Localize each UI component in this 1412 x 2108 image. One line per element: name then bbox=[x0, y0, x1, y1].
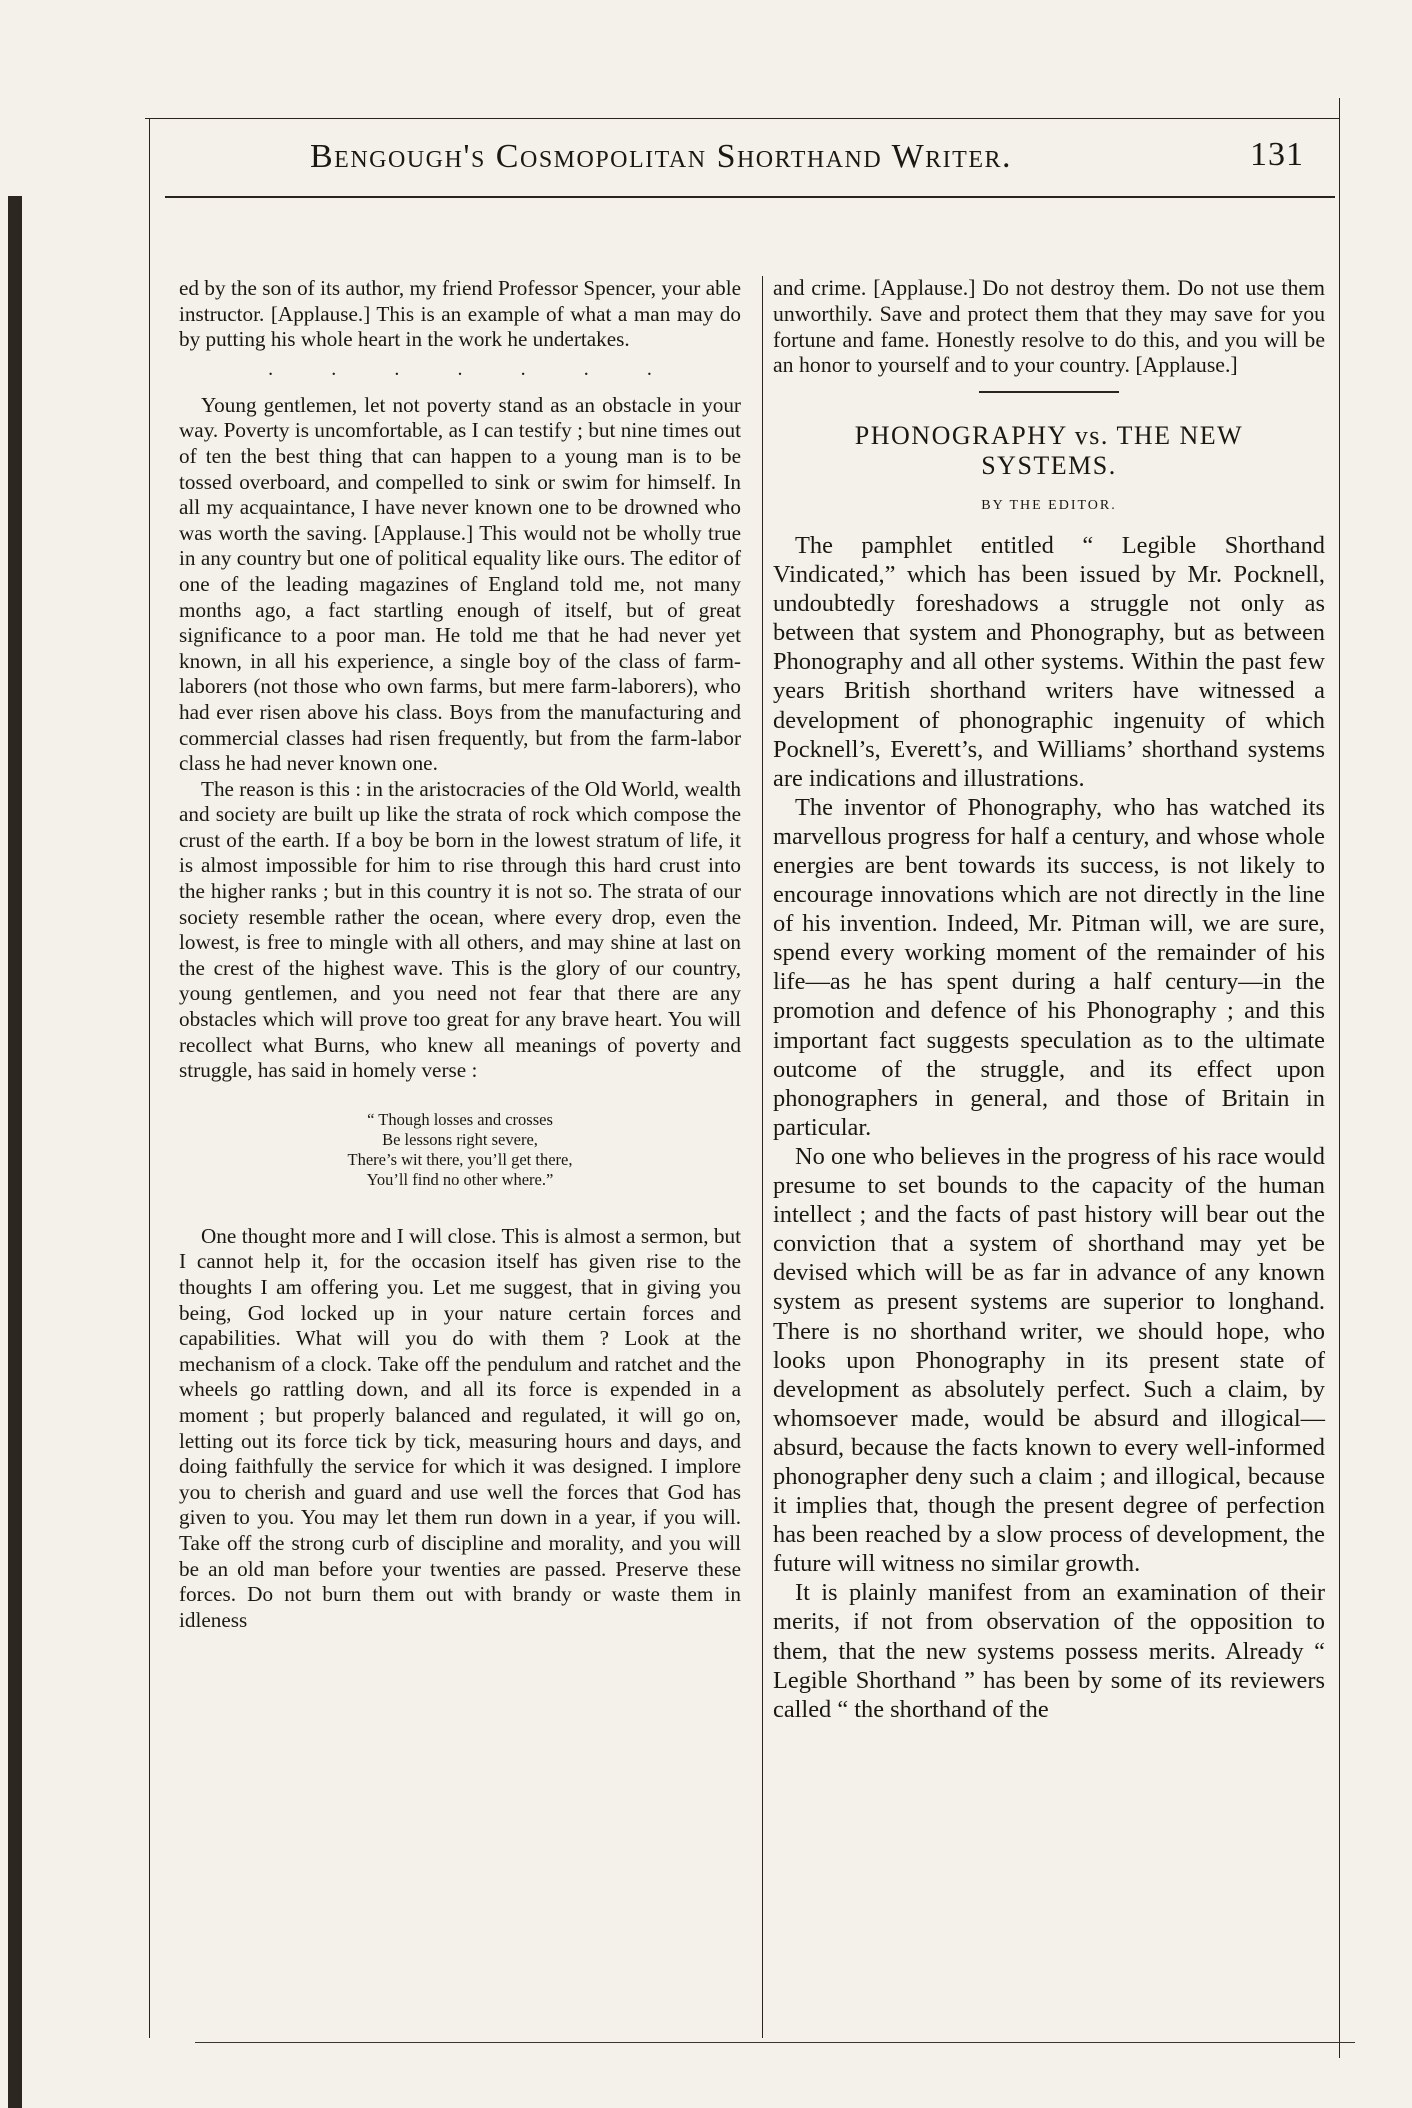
article-title: PHONOGRAPHY vs. THE NEW bbox=[854, 421, 1244, 451]
frame-left-rule bbox=[149, 118, 150, 2038]
frame-top-rule bbox=[145, 118, 1340, 119]
paragraph: Young gentlemen, let not poverty stand as an obstacle in your way. Poverty is uncomfortable, as I can testify ; but nine times out of ten the best thing that can happen to a young man is to be tossed overboard, and compelled to sink or swim for himself. In all my acquaintance, I have never known one to be drowned who was worth the saving. [Applause.] This would not be wholly true in any country but one of political equality like ours. The editor of one of the leading magazines of England told me, not many months ago, a fact startling enough of itself, but of great significance to a poor man. He told me that he had never yet known, in all his experience, a single boy of the class of farm-laborers (not those who own farms, but mere farm-laborers), who had ever risen above his class. Boys from the manufacturing and commercial classes had risen frequently, but from the farm-labor class he had never known one. bbox=[179, 392, 741, 776]
section-divider bbox=[979, 391, 1119, 393]
paragraph: and crime. [Applause.] Do not destroy them. Do not use them unworthily. Save and protect them that they may save for you fortune and fame. Honestly resolve to do this, and you will be an honor to yourself and to your country. [Applause.] bbox=[773, 276, 1325, 378]
page-number: 131 bbox=[1250, 136, 1304, 173]
ellipsis-dot: . bbox=[457, 357, 463, 380]
left-column bbox=[179, 276, 741, 1633]
poem-line: There’s wit there, you’ll get there, bbox=[347, 1149, 573, 1169]
article-body bbox=[773, 531, 1325, 1724]
bottom-rule bbox=[195, 2042, 1355, 2043]
running-title: Bengough's Cosmopolitan Shorthand Writer. bbox=[310, 138, 1012, 175]
ellipsis-dot: . bbox=[583, 357, 589, 380]
journal-page bbox=[145, 98, 1340, 2083]
ellipsis-dot: . bbox=[268, 357, 274, 380]
binding-edge bbox=[8, 196, 22, 2108]
right-column bbox=[773, 276, 1325, 1724]
column-divider bbox=[762, 276, 763, 2038]
paragraph: One thought more and I will close. This is almost a sermon, but I cannot help it, for the occasion itself has given rise to the thoughts I am offering you. Let me suggest, that in giving you being, God locked up in your nature certain forces and capabilities. What will you do with them ? Look at the mechanism of a clock. Take off the pendulum and ratchet and the wheels go rattling down, and all its force is expended in a moment ; but properly balanced and regulated, it will go on, letting out its force tick by tick, measuring hours and days, and doing faithfully the service for which it was designed. I implore you to cherish and guard and use well the forces that God has given to you. You may let them run down in a year, if you will. Take off the strong curb of discipline and morality, and you will be an old man before your twenties are passed. Preserve these forces. Do not burn them out with brandy or waste them in idleness bbox=[179, 1223, 741, 1632]
ellipsis-row bbox=[179, 357, 741, 393]
paragraph: ed by the son of its author, my friend Professor Spencer, your able instructor. [Applause.] This is an example of what a man may do by putting his whole heart in the work he undertakes. bbox=[179, 276, 741, 352]
paragraph: The pamphlet entitled “ Legible Shorthand Vindicated,” which has been issued by Mr. Pocknell, undoubtedly foreshadows a struggle not only as between that system and Phonography, but as between Phonography and all other systems. Within the past few years British shorthand writers have witnessed a development of phonographic ingenuity of which Pocknell’s, Everett’s, and Williams’ shorthand systems are indications and illustrations. bbox=[773, 531, 1325, 792]
paragraph: No one who believes in the progress of his race would presume to set bounds to the capacity of the human intellect ; and the facts of past history will bear out the conviction that a system of shorthand may yet be devised which will be as far in advance of any known system as present systems are superior to longhand. There is no shorthand writer, we should hope, who looks upon Phonography in its present state of development as absolutely perfect. Such a claim, by whomsoever made, would be absurd and illogical—absurd, because the facts known to every well-informed phonographer deny such a claim ; and illogical, because it implies that, though the present degree of perfection has been reached by a slow process of development, the future will witness no similar growth. bbox=[773, 1142, 1325, 1578]
poem-line: “ Though losses and crosses bbox=[367, 1109, 553, 1129]
frame-right-rule bbox=[1339, 98, 1340, 2058]
poem-quote bbox=[179, 1110, 741, 1190]
ellipsis-dot: . bbox=[520, 357, 526, 380]
ellipsis-dot: . bbox=[394, 357, 400, 380]
ellipsis-dot: . bbox=[646, 357, 652, 380]
article-title: SYSTEMS. bbox=[981, 451, 1117, 481]
paragraph: It is plainly manifest from an examination of their merits, if not from observation of the opposition to them, that the new systems possess merits. Already “ Legible Shorthand ” has been by some of its reviewers called “ the shorthand of the bbox=[773, 1579, 1325, 1723]
ellipsis-dot: . bbox=[331, 357, 337, 380]
page-header bbox=[145, 126, 1340, 190]
poem-line: Be lessons right severe, bbox=[382, 1129, 538, 1149]
paragraph: The reason is this : in the aristocracies of the Old World, wealth and society are built up like the strata of rock which compose the crust of the earth. If a boy be born in the lowest stratum of life, it is almost impossible for him to rise through this hard crust into the higher ranks ; but in this country it is not so. The strata of our society resemble rather the ocean, where every drop, even the lowest, is free to mingle with all others, and may shine at last on the crest of the highest wave. This is the glory of our country, young gentlemen, and you need not fear that there are any obstacles which will prove too great for any brave heart. You will recollect what Burns, who knew all meanings of poverty and struggle, has said in homely verse : bbox=[179, 776, 741, 1083]
poem-line: You’ll find no other where.” bbox=[366, 1169, 554, 1189]
byline: BY THE EDITOR. bbox=[981, 498, 1117, 514]
paragraph: The inventor of Phonography, who has watched its marvellous progress for half a century, and whose whole energies are bent towards its success, is not likely to encourage innovations which are not directly in the line of his invention. Indeed, Mr. Pitman will, we are sure, spend every working moment of the remainder of his life—as he has spent during a half century—in the promotion and defence of his Phonography ; and this important fact suggests speculation as to the ultimate outcome of the struggle, and its effect upon phonographers in general, and those of Britain in particular. bbox=[773, 793, 1325, 1141]
header-rule bbox=[165, 196, 1335, 198]
